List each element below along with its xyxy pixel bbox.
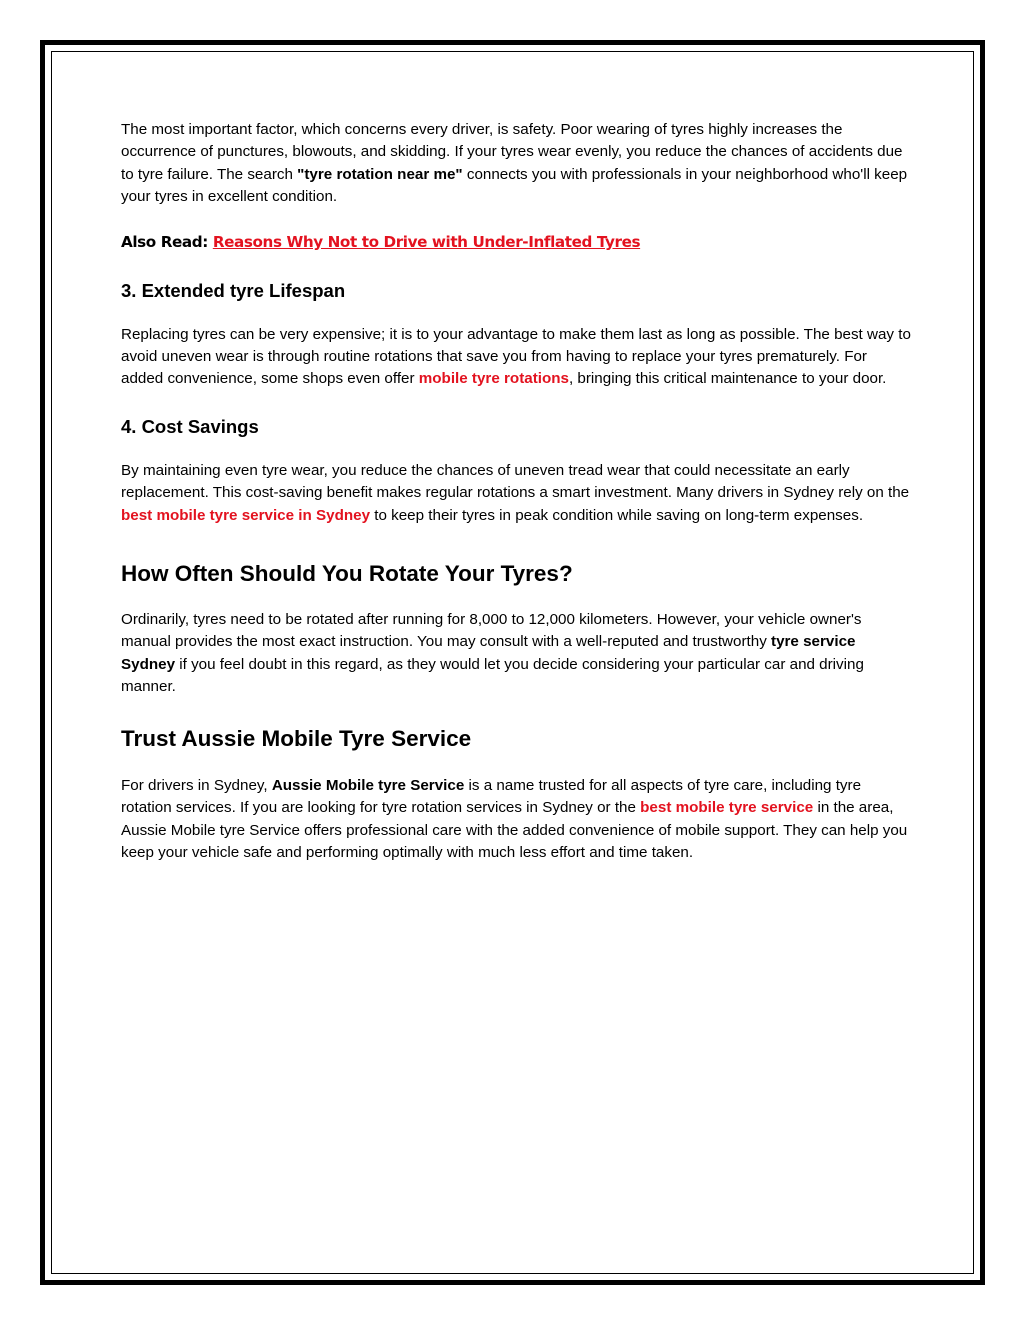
trust-bold-brand: Aussie Mobile tyre Service <box>271 776 465 794</box>
trust-text-2: is a name trusted for all aspects of tyre care, including tyre rotation services. If you are looking for tyre rotation services in Sydney or the <box>121 776 862 817</box>
section-3-heading: 3. Extended tyre Lifespan <box>121 279 346 301</box>
best-mobile-tyre-service-link[interactable]: best mobile tyre service <box>640 799 814 817</box>
intro-text-1: The most important factor, which concerns every driver, is safety. Poor wearing of tyres highly increases the occurrence of punctures, blowouts, and skidding. If your tyres wear evenly, you reduce the chances of accidents due to tyre failure. The search <box>121 121 903 183</box>
mobile-tyre-rotations-link[interactable]: mobile tyre rotations <box>418 370 569 388</box>
intro-text-2: connects you with professionals in your neighborhood who'll keep your tyres in excellent condition. <box>121 165 908 206</box>
section-3-paragraph <box>121 324 911 391</box>
section-4-paragraph <box>121 460 911 527</box>
trust-text-3: in the area, Aussie Mobile tyre Service offers professional care with the added convenience of mobile support. They can help you keep your vehicle safe and performing optimally with much less effort and time taken. <box>121 799 908 861</box>
intro-bold-search-term: "tyre rotation near me" <box>297 165 463 183</box>
rotate-heading: How Often Should You Rotate Your Tyres? <box>121 561 573 587</box>
section-3-text-2: , bringing this critical maintenance to your door. <box>568 370 887 388</box>
section-3-text-1: Replacing tyres can be very expensive; it is to your advantage to make them last as long as possible. The best way to avoid uneven wear is through routine rotations that save you from having to replace your tyres prematurely. For added convenience, some shops even offer <box>121 325 911 388</box>
trust-text-1: For drivers in Sydney, <box>121 776 272 794</box>
section-4-text-2: to keep their tyres in peak condition while saving on long-term expenses. <box>370 506 864 524</box>
best-mobile-tyre-service-sydney-link[interactable]: best mobile tyre service in Sydney <box>121 506 371 524</box>
intro-paragraph <box>121 119 911 209</box>
section-4-heading: 4. Cost Savings <box>121 415 259 437</box>
rotate-bold-term: tyre service Sydney <box>121 633 856 673</box>
also-read-link[interactable]: Reasons Why Not to Drive with Under-Inflated Tyres <box>212 232 641 251</box>
trust-heading: Trust Aussie Mobile Tyre Service <box>121 725 472 751</box>
also-read-label: Also Read: <box>121 232 213 251</box>
document-content <box>121 119 911 864</box>
rotate-text-1: Ordinarily, tyres need to be rotated after running for 8,000 to 12,000 kilometers. However, your vehicle owner's manual provides the most exact instruction. You may consult with a well-reputed and trustworthy <box>121 611 862 651</box>
rotate-text-2: if you feel doubt in this regard, as they would let you decide considering your particular car and driving manner. <box>121 655 864 696</box>
rotate-paragraph <box>121 609 911 699</box>
section-4-text-1: By maintaining even tyre wear, you reduce the chances of uneven tread wear that could necessitate an early replacement. This cost-saving benefit makes regular rotations a smart investment. Many drivers in Sydney rely on the <box>121 461 910 502</box>
also-read-line <box>121 231 911 253</box>
trust-paragraph <box>121 775 911 865</box>
